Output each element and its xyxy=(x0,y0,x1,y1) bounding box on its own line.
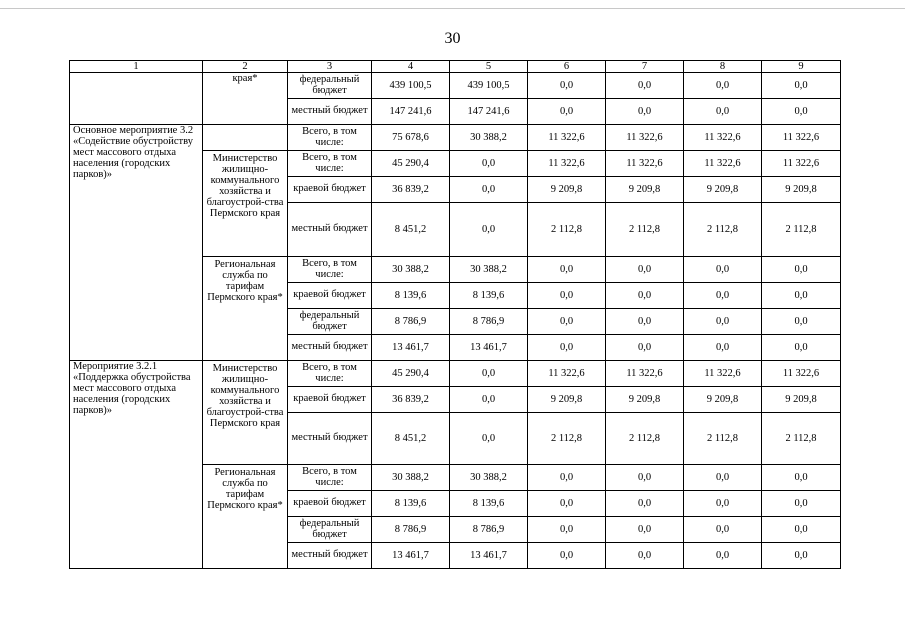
value-cell: 0,0 xyxy=(528,543,606,569)
column-number-9: 9 xyxy=(762,61,841,73)
page-number: 30 xyxy=(444,30,461,47)
value-cell: 45 290,4 xyxy=(372,151,450,177)
value-cell: 0,0 xyxy=(762,99,841,125)
value-cell: 0,0 xyxy=(450,177,528,203)
continuation-row xyxy=(70,73,841,99)
value-cell: 2 112,8 xyxy=(606,203,684,257)
value-cell: 8 451,2 xyxy=(372,413,450,465)
value-cell: 13 461,7 xyxy=(450,335,528,361)
funding-source-cell: краевой бюджет xyxy=(288,283,372,309)
section-total-row xyxy=(70,125,841,151)
funding-source-cell: местный бюджет xyxy=(288,203,372,257)
column-number-4: 4 xyxy=(372,61,450,73)
value-cell: 9 209,8 xyxy=(528,387,606,413)
funding-source-cell: местный бюджет xyxy=(288,99,372,125)
executor-name: Министерство жилищно-коммунального хозяйства и благоустрой-ства Пермского края xyxy=(206,363,284,429)
executor-name: Региональная служба по тарифам Пермского края* xyxy=(207,467,283,511)
value-cell: 45 290,4 xyxy=(372,361,450,387)
column-number-1: 1 xyxy=(70,61,203,73)
value-cell: 11 322,6 xyxy=(762,151,841,177)
value-cell: 9 209,8 xyxy=(684,177,762,203)
executor-cell xyxy=(203,151,288,257)
value-cell: 0,0 xyxy=(606,257,684,283)
column-number-6: 6 xyxy=(528,61,606,73)
value-cell: 0,0 xyxy=(606,491,684,517)
header-row xyxy=(70,61,841,73)
value-cell: 0,0 xyxy=(450,151,528,177)
value-cell: 2 112,8 xyxy=(528,413,606,465)
funding-source-cell: федеральный бюджет xyxy=(288,309,372,335)
funding-source-cell: местный бюджет xyxy=(288,543,372,569)
value-cell: 0,0 xyxy=(762,283,841,309)
value-cell: 0,0 xyxy=(528,491,606,517)
value-cell: 439 100,5 xyxy=(450,73,528,99)
value-cell: 0,0 xyxy=(684,465,762,491)
value-cell: 11 322,6 xyxy=(762,125,841,151)
value-cell: 8 786,9 xyxy=(372,517,450,543)
value-cell: 0,0 xyxy=(528,309,606,335)
funding-source-cell: федеральный бюджет xyxy=(288,517,372,543)
value-cell: 13 461,7 xyxy=(450,543,528,569)
value-cell: 9 209,8 xyxy=(762,387,841,413)
value-cell: 0,0 xyxy=(606,543,684,569)
value-cell: 0,0 xyxy=(450,413,528,465)
value-cell: 11 322,6 xyxy=(684,361,762,387)
value-cell: 0,0 xyxy=(528,99,606,125)
value-cell: 0,0 xyxy=(528,465,606,491)
value-cell: 0,0 xyxy=(528,517,606,543)
continuation-executor-cell: края* xyxy=(203,73,288,125)
value-cell: 8 139,6 xyxy=(372,491,450,517)
funding-source-cell: краевой бюджет xyxy=(288,387,372,413)
table-row xyxy=(70,361,841,387)
executor-cell xyxy=(203,361,288,465)
value-cell: 0,0 xyxy=(684,257,762,283)
funding-source-cell: Всего, в том числе: xyxy=(288,257,372,283)
value-cell: 2 112,8 xyxy=(528,203,606,257)
value-cell: 11 322,6 xyxy=(606,151,684,177)
value-cell: 8 139,6 xyxy=(450,283,528,309)
value-cell: 147 241,6 xyxy=(372,99,450,125)
value-cell: 0,0 xyxy=(450,203,528,257)
value-cell: 8 786,9 xyxy=(450,517,528,543)
executor-cell xyxy=(203,257,288,361)
funding-source-cell: федеральный бюджет xyxy=(288,73,372,99)
value-cell: 2 112,8 xyxy=(684,203,762,257)
value-cell: 11 322,6 xyxy=(684,151,762,177)
value-cell: 0,0 xyxy=(762,309,841,335)
value-cell: 0,0 xyxy=(528,73,606,99)
page-top-edge xyxy=(0,0,905,9)
value-cell: 0,0 xyxy=(762,73,841,99)
value-cell: 0,0 xyxy=(606,517,684,543)
activity-title-cell: Основное мероприятие 3.2 «Содействие обустройству мест массового отдыха населения (городских парков)» xyxy=(70,125,203,361)
executor-name: Региональная служба по тарифам Пермского края* xyxy=(207,259,283,303)
value-cell: 2 112,8 xyxy=(762,203,841,257)
value-cell: 11 322,6 xyxy=(606,125,684,151)
value-cell: 11 322,6 xyxy=(528,125,606,151)
value-cell: 0,0 xyxy=(450,387,528,413)
value-cell: 0,0 xyxy=(684,283,762,309)
value-cell: 0,0 xyxy=(684,491,762,517)
value-cell: 0,0 xyxy=(762,257,841,283)
value-cell: 8 139,6 xyxy=(372,283,450,309)
value-cell: 8 786,9 xyxy=(450,309,528,335)
value-cell: 0,0 xyxy=(606,73,684,99)
funding-source-cell: краевой бюджет xyxy=(288,177,372,203)
column-number-8: 8 xyxy=(684,61,762,73)
funding-source-cell: местный бюджет xyxy=(288,335,372,361)
value-cell: 11 322,6 xyxy=(762,361,841,387)
value-cell: 9 209,8 xyxy=(606,177,684,203)
value-cell: 0,0 xyxy=(528,257,606,283)
value-cell: 8 139,6 xyxy=(450,491,528,517)
value-cell: 2 112,8 xyxy=(606,413,684,465)
column-number-7: 7 xyxy=(606,61,684,73)
value-cell: 0,0 xyxy=(606,283,684,309)
value-cell: 0,0 xyxy=(684,335,762,361)
value-cell: 0,0 xyxy=(762,491,841,517)
value-cell: 30 388,2 xyxy=(450,465,528,491)
funding-source-cell: Всего, в том числе: xyxy=(288,125,372,151)
value-cell: 0,0 xyxy=(606,465,684,491)
value-cell: 11 322,6 xyxy=(528,361,606,387)
value-cell: 11 322,6 xyxy=(684,125,762,151)
value-cell: 0,0 xyxy=(528,283,606,309)
value-cell: 30 388,2 xyxy=(372,257,450,283)
value-cell: 0,0 xyxy=(606,99,684,125)
value-cell: 36 839,2 xyxy=(372,387,450,413)
value-cell: 0,0 xyxy=(606,309,684,335)
value-cell: 0,0 xyxy=(684,543,762,569)
value-cell: 0,0 xyxy=(450,361,528,387)
activity-title-cell: Мероприятие 3.2.1 «Поддержка обустройства мест массового отдыха населения (городских парков)» xyxy=(70,361,203,569)
column-number-2: 2 xyxy=(203,61,288,73)
funding-source-cell: Всего, в том числе: xyxy=(288,361,372,387)
value-cell: 439 100,5 xyxy=(372,73,450,99)
value-cell: 0,0 xyxy=(762,465,841,491)
funding-source-cell: краевой бюджет xyxy=(288,491,372,517)
value-cell: 0,0 xyxy=(762,543,841,569)
value-cell: 13 461,7 xyxy=(372,543,450,569)
value-cell: 2 112,8 xyxy=(762,413,841,465)
value-cell: 0,0 xyxy=(762,335,841,361)
value-cell: 13 461,7 xyxy=(372,335,450,361)
continuation-title-cell xyxy=(70,73,203,125)
value-cell: 30 388,2 xyxy=(450,125,528,151)
value-cell: 8 786,9 xyxy=(372,309,450,335)
value-cell: 0,0 xyxy=(606,335,684,361)
value-cell: 11 322,6 xyxy=(606,361,684,387)
value-cell: 75 678,6 xyxy=(372,125,450,151)
value-cell: 147 241,6 xyxy=(450,99,528,125)
value-cell: 0,0 xyxy=(762,517,841,543)
funding-source-cell: местный бюджет xyxy=(288,413,372,465)
value-cell: 36 839,2 xyxy=(372,177,450,203)
value-cell: 9 209,8 xyxy=(606,387,684,413)
value-cell: 0,0 xyxy=(684,73,762,99)
executor-name: Министерство жилищно-коммунального хозяйства и благоустрой-ства Пермского края xyxy=(206,153,284,219)
column-number-5: 5 xyxy=(450,61,528,73)
value-cell: 2 112,8 xyxy=(684,413,762,465)
value-cell: 0,0 xyxy=(684,517,762,543)
value-cell: 8 451,2 xyxy=(372,203,450,257)
value-cell: 30 388,2 xyxy=(450,257,528,283)
value-cell: 0,0 xyxy=(684,99,762,125)
value-cell: 9 209,8 xyxy=(762,177,841,203)
column-number-3: 3 xyxy=(288,61,372,73)
value-cell: 30 388,2 xyxy=(372,465,450,491)
executor-cell xyxy=(203,465,288,569)
funding-source-cell: Всего, в том числе: xyxy=(288,151,372,177)
value-cell: 9 209,8 xyxy=(684,387,762,413)
funding-source-cell: Всего, в том числе: xyxy=(288,465,372,491)
value-cell: 9 209,8 xyxy=(528,177,606,203)
budget-table xyxy=(69,60,841,569)
value-cell: 0,0 xyxy=(528,335,606,361)
executor-cell-empty xyxy=(203,125,288,151)
value-cell: 11 322,6 xyxy=(528,151,606,177)
value-cell: 0,0 xyxy=(684,309,762,335)
